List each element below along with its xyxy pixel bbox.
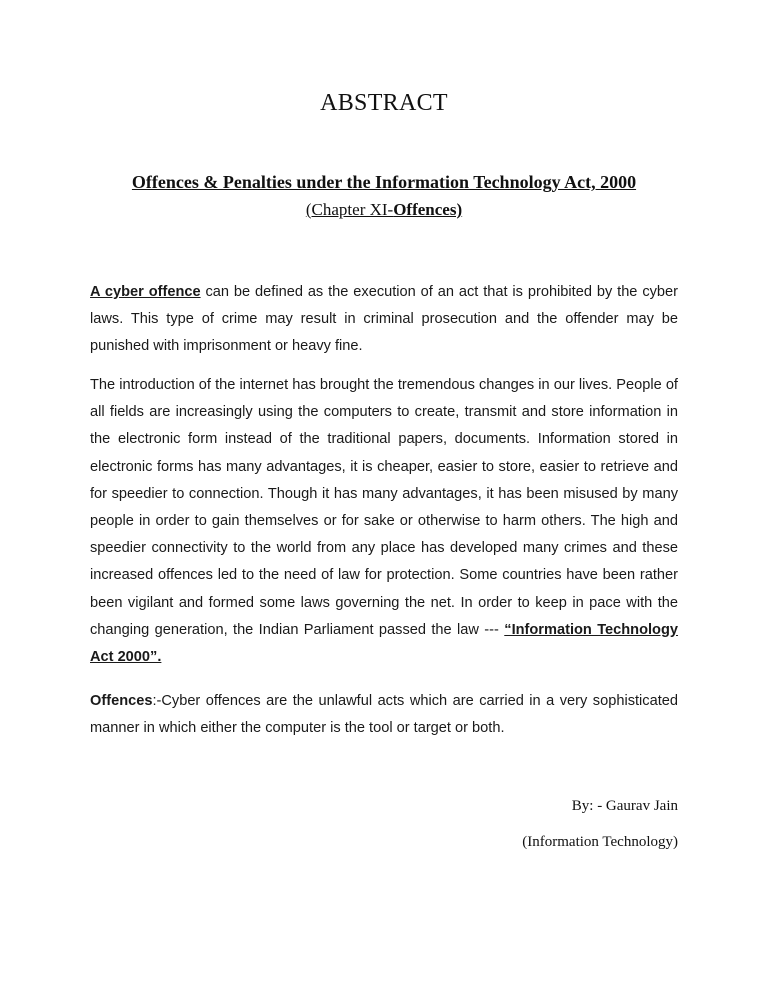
chapter-bold: Offences)	[393, 200, 463, 219]
chapter-open: (Chapter XI-	[305, 200, 394, 219]
paragraph-definition	[90, 279, 678, 361]
chapter-subtitle	[0, 200, 768, 220]
cyber-offence-term: A cyber offence	[90, 284, 201, 300]
document-title: Offences & Penalties under the Information Technology Act, 2000	[131, 172, 637, 192]
act-name: “Information Technology Act 2000”.	[90, 621, 679, 666]
page-heading: ABSTRACT	[320, 90, 448, 116]
offences-term: Offences	[90, 693, 153, 709]
offences-text: :-Cyber offences are the unlawful acts which are carried in a very sophisticated manner in which either the computer is the tool or target or both.	[90, 693, 678, 737]
author-department: (Information Technology)	[522, 834, 678, 850]
author-line: By: - Gaurav Jain	[571, 798, 678, 814]
paragraph-introduction	[90, 372, 678, 671]
introduction-text: The introduction of the internet has brought the tremendous changes in our lives. People of all fields are increasingly using the computers to create, transmit and store information in the electronic form instead of the traditional papers, documents. Information stored in electronic forms has many advantages, it is cheaper, easier to store, easier to retrieve and for speedier to connection. Though it has many advantages, it has been misused by many people in order to gain themselves or for sake or otherwise to harm others. The high and speedier connectivity to the world from any place has developed many crimes and these increased offences led to the need of law for protection. Some countries have been rather been vigilant and formed some laws governing the net. In order to keep in pace with the changing generation, the Indian Parliament passed the law ---	[90, 377, 678, 638]
definition-text: can be defined as the execution of an act that is prohibited by the cyber laws. This type of crime may result in criminal prosecution and the offender may be punished with imprisonment or heavy fine.	[90, 284, 678, 355]
paragraph-offences	[90, 688, 678, 742]
